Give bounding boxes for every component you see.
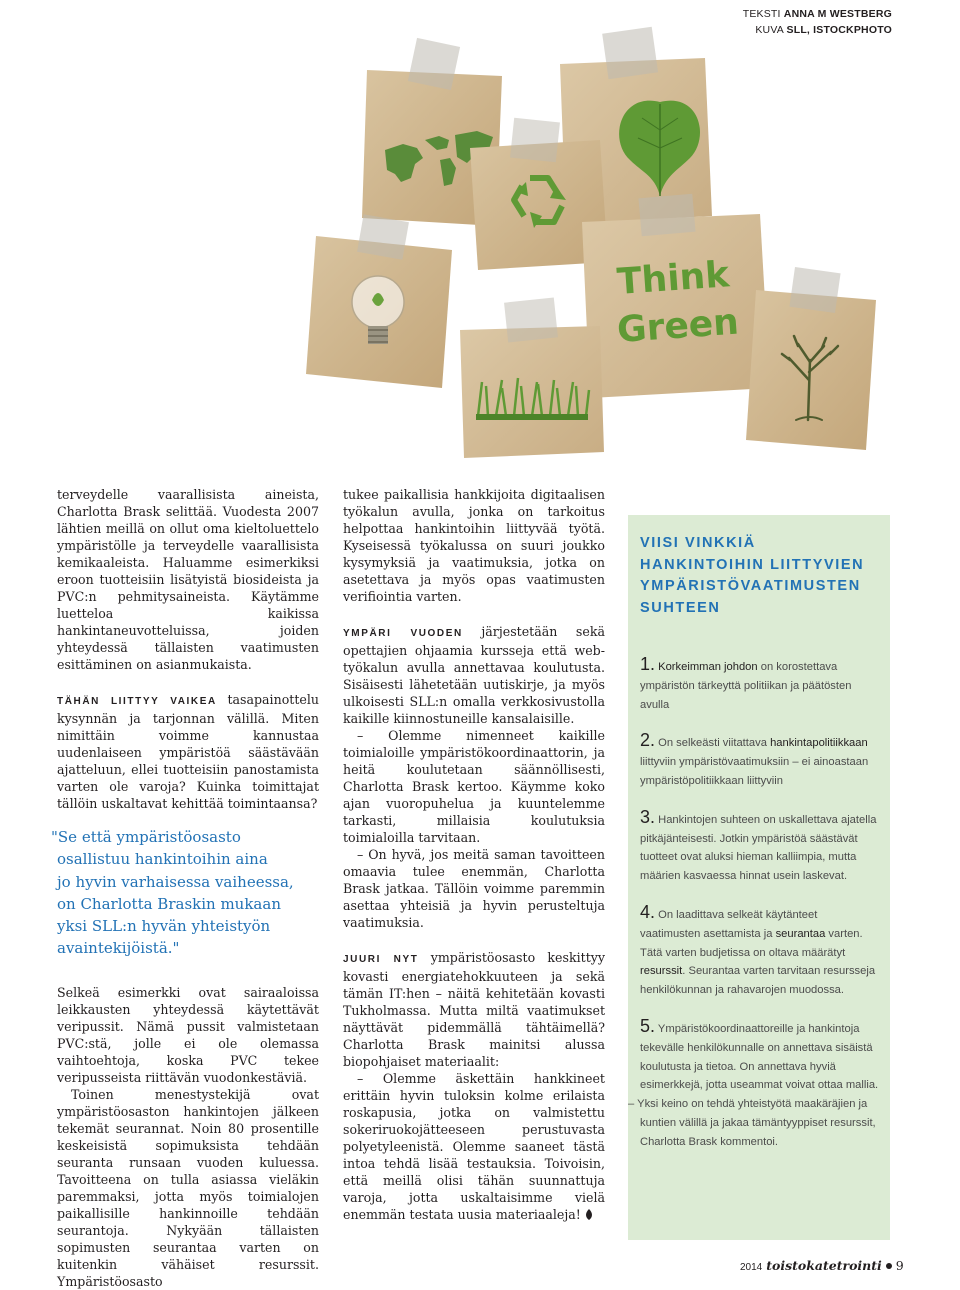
note-think-green — [582, 194, 770, 398]
article-column-2 — [343, 486, 605, 1223]
body-paragraph: – On hyvä, jos meitä saman tavoitteen omaavia tulee enemmän, Charlotta Brask jatkaa. Tällöin voimme paremmin asettaa yhteisiä ja hyvin perusteltuja vaatimuksia. — [343, 847, 605, 930]
body-paragraph: – Olemme nimenneet kaikille toimialoille ympäristökoordinaattorin, ja heitä koulutetaan säännöllisesti, Charlotta Brask kertoo. Käymme koko ajan vuoropuhelua ja kuuntelemme tarkasti, millaisia koulutuksia toimialoilla tarvitaan. — [343, 728, 605, 845]
sidebar-title: VIISI VINKKIÄ HANKINTOIHIN LIITTYVIEN YMPÄRISTÖVAATIMUSTEN SUHTEEN — [640, 535, 865, 616]
lead-in: YMPÄRI VUODEN — [343, 628, 463, 639]
sign-line-think: Think — [615, 254, 731, 303]
folio-year: 2014 — [740, 1262, 763, 1273]
body-paragraph: Selkeä esimerkki ovat sairaaloissa leikkausten yhteydessä käytettävät veripussit. Nämä pussit valmistetaan PVC:stä, jolle ei ole olemassa vaihtoehtoja, koska PVC tekee veripusseista riittävän vuodonkestäviä. — [57, 984, 319, 1085]
note-lightbulb — [306, 214, 452, 388]
body-paragraph: – Olemme äskettäin hankkineet erittäin hyvin tuloksin kolme erilaista roskapusia, jotka on valmistettu sokeriruokojätteeseen perustuvasta polyetyleenistä. Olemme saaneet tästä intoa tehdä lisää testauksia. Toivoisin, että meillä olisi tähän suunnattuja varoja, jotta uskaltaisimme vielä enemmän testata uusia materiaaleja! — [343, 1071, 605, 1222]
tape-piece — [504, 297, 558, 342]
page-folio — [740, 1258, 904, 1273]
page-number: 9 — [895, 1258, 904, 1273]
tip-item: 4. On laadittava selkeät käytänteet vaatimusten asettamista ja seurantaa varten. Tätä varten budjetissa on oltava määrätyt resurssit. Seurantaa varten tarvitaan resursseja henkilökunnan ja rahavarojen muodossa. — [640, 901, 876, 997]
body-paragraph: JUURI NYT ympäristöosasto keskittyy kovasti energiatehokkuuteen ja sekä tämän IT:hen – näitä kehitetään kovasti Tukholmassa. Mutta miltä vaatimukset näyttävät pidemmällä tähtäimellä? Charlotta Brask mainitsi alussa biopohjaiset materiaalit: — [343, 950, 605, 1069]
body-paragraph: tukee paikallisia hankkijoita digitaalisen työkalun avulla, jonka on tarkoitus helpottaa hankintoihin liittyvää työtä. Kyseisessä työkalussa on suuri joukko kysymyksiä ja vaatimuksia, jotka on asetettava ja myös opas vaatimusten verifiointia varten. — [343, 487, 605, 604]
article-column-1 — [51, 486, 319, 1290]
tips-list — [628, 654, 880, 1152]
note-tree — [746, 267, 876, 450]
tape-piece — [357, 214, 409, 259]
end-mark-leaf-icon — [585, 1209, 593, 1220]
tips-sidebar — [628, 515, 890, 1240]
tape-piece — [408, 38, 460, 90]
photographer-name: SLL, ISTOCKPHOTO — [786, 24, 892, 36]
bullet-icon — [886, 1263, 892, 1269]
sign-line-green: Green — [615, 301, 741, 351]
pull-quote: "Se että ympäristöosasto osallistuu hankintoihin aina jo hyvin varhaisessa vaiheessa, on Charlotta Braskin mukaan yksi SLL:n hyvän yhteistyön avaintekijöistä." — [51, 828, 294, 958]
body-paragraph: terveydelle vaarallisista aineista, Charlotta Brask selittää. Vuodesta 2007 lähtien meillä on ollut oma kieltoluettelo ympäristölle ja terveydelle vaarallisista kemikaaleista. Haluamme esimerkiksi eroon tuotteisiin lisätyistä biosideista ja PVC:n pehmitysaineista. Käytämme luetteloa kaikissa hankintaneuvotteluissa, joiden yhteydessä tällaisten vaatimusten esittäminen on asianmukaista. — [57, 487, 319, 672]
tape-piece — [510, 118, 560, 163]
tip-item: 1. Korkeimman johdon on korostettava ympäristön tärkeyttä politiikan ja päätösten avulla — [640, 654, 852, 711]
sidebar-closing-quote: – Yksi keino on tehdä yhteistyötä maakäräjien ja kuntien välillä ja jakaa tämäntyyppiset resurssit, Charlotta Brask kommentoi. — [628, 1098, 876, 1148]
body-paragraph: Toinen menestystekijä ovat ympäristöosaston hankintojen jälkeen tekemät seurannat. Noin 80 prosentille keskeisistä sopimuksista tehdään seuranta runsaan vuoden kuluessa. Tavoitteena on tulla asiassa vieläkin paremmaksi, jotta myös toimialojen paikallisille hankinnoille tehdään seurantoja. Nykyään tällaisten sopimusten seurantaa varten on kuitenkin vähäiset resurssit. Ympäristöosasto — [57, 1086, 319, 1289]
tip-item: 5. Ympäristökoordinaattoreille ja hankintoja tekevälle henkilökunnalle on annettava sisäistä koulutusta ja tietoa. On annettava hyviä esimerkkejä, jotta useammat voivat ottaa mallia. — [640, 1015, 879, 1092]
body-paragraph: TÄHÄN LIITTYY VAIKEA tasapainottelu kysynnän ja tarjonnan välillä. Miten nimittäin voimme kannustaa uudenlaiseen ympäristöä säästävään ajatteluun, ellei tuotteisiin panostamista varten ole varoja? Kuinka toimittajat tällöin uskaltavat kehittää toimintaansa? — [57, 692, 319, 811]
lead-in: TÄHÄN LIITTYY VAIKEA — [57, 696, 217, 707]
lead-in: JUURI NYT — [343, 954, 419, 965]
folio-magazine: toistokatetrointi — [766, 1258, 882, 1273]
tip-item: 3. Hankintojen suhteen on uskallettava ajatella pitkäjänteisesti. Jotkin ympäristöä säästävät tuotteet ovat aluksi hieman kalliimpia, mutta määrien kasvaessa hinnat usein laskevat. — [640, 806, 877, 883]
tape-piece — [789, 267, 840, 313]
body-paragraph: YMPÄRI VUODEN järjestetään sekä opettajien ohjaamia kursseja että web-työkalun avulla annettavaa koulutusta. Sisäisesti lähetetään uutiskirje, ja myös ulkoisesti SLL:n omalla verkkosivustolla kaikille kiinnostuneille kansalaisille. — [343, 624, 605, 726]
tip-item: 2. On selkeästi viitattava hankintapolitiikkaan liittyviin ympäristövaatimuksiin – ei ainoastaan ympäristöpolitiikkaan liittyviin — [640, 730, 869, 787]
note-grass — [460, 297, 604, 458]
tape-piece — [602, 27, 658, 80]
hero-illustration — [0, 0, 960, 480]
author-name: ANNA M WESTBERG — [783, 8, 892, 20]
tape-piece — [638, 194, 695, 237]
byline-credits: TEKSTI ANNA M WESTBERG KUVA SLL, ISTOCKPHOTO — [742, 8, 892, 36]
